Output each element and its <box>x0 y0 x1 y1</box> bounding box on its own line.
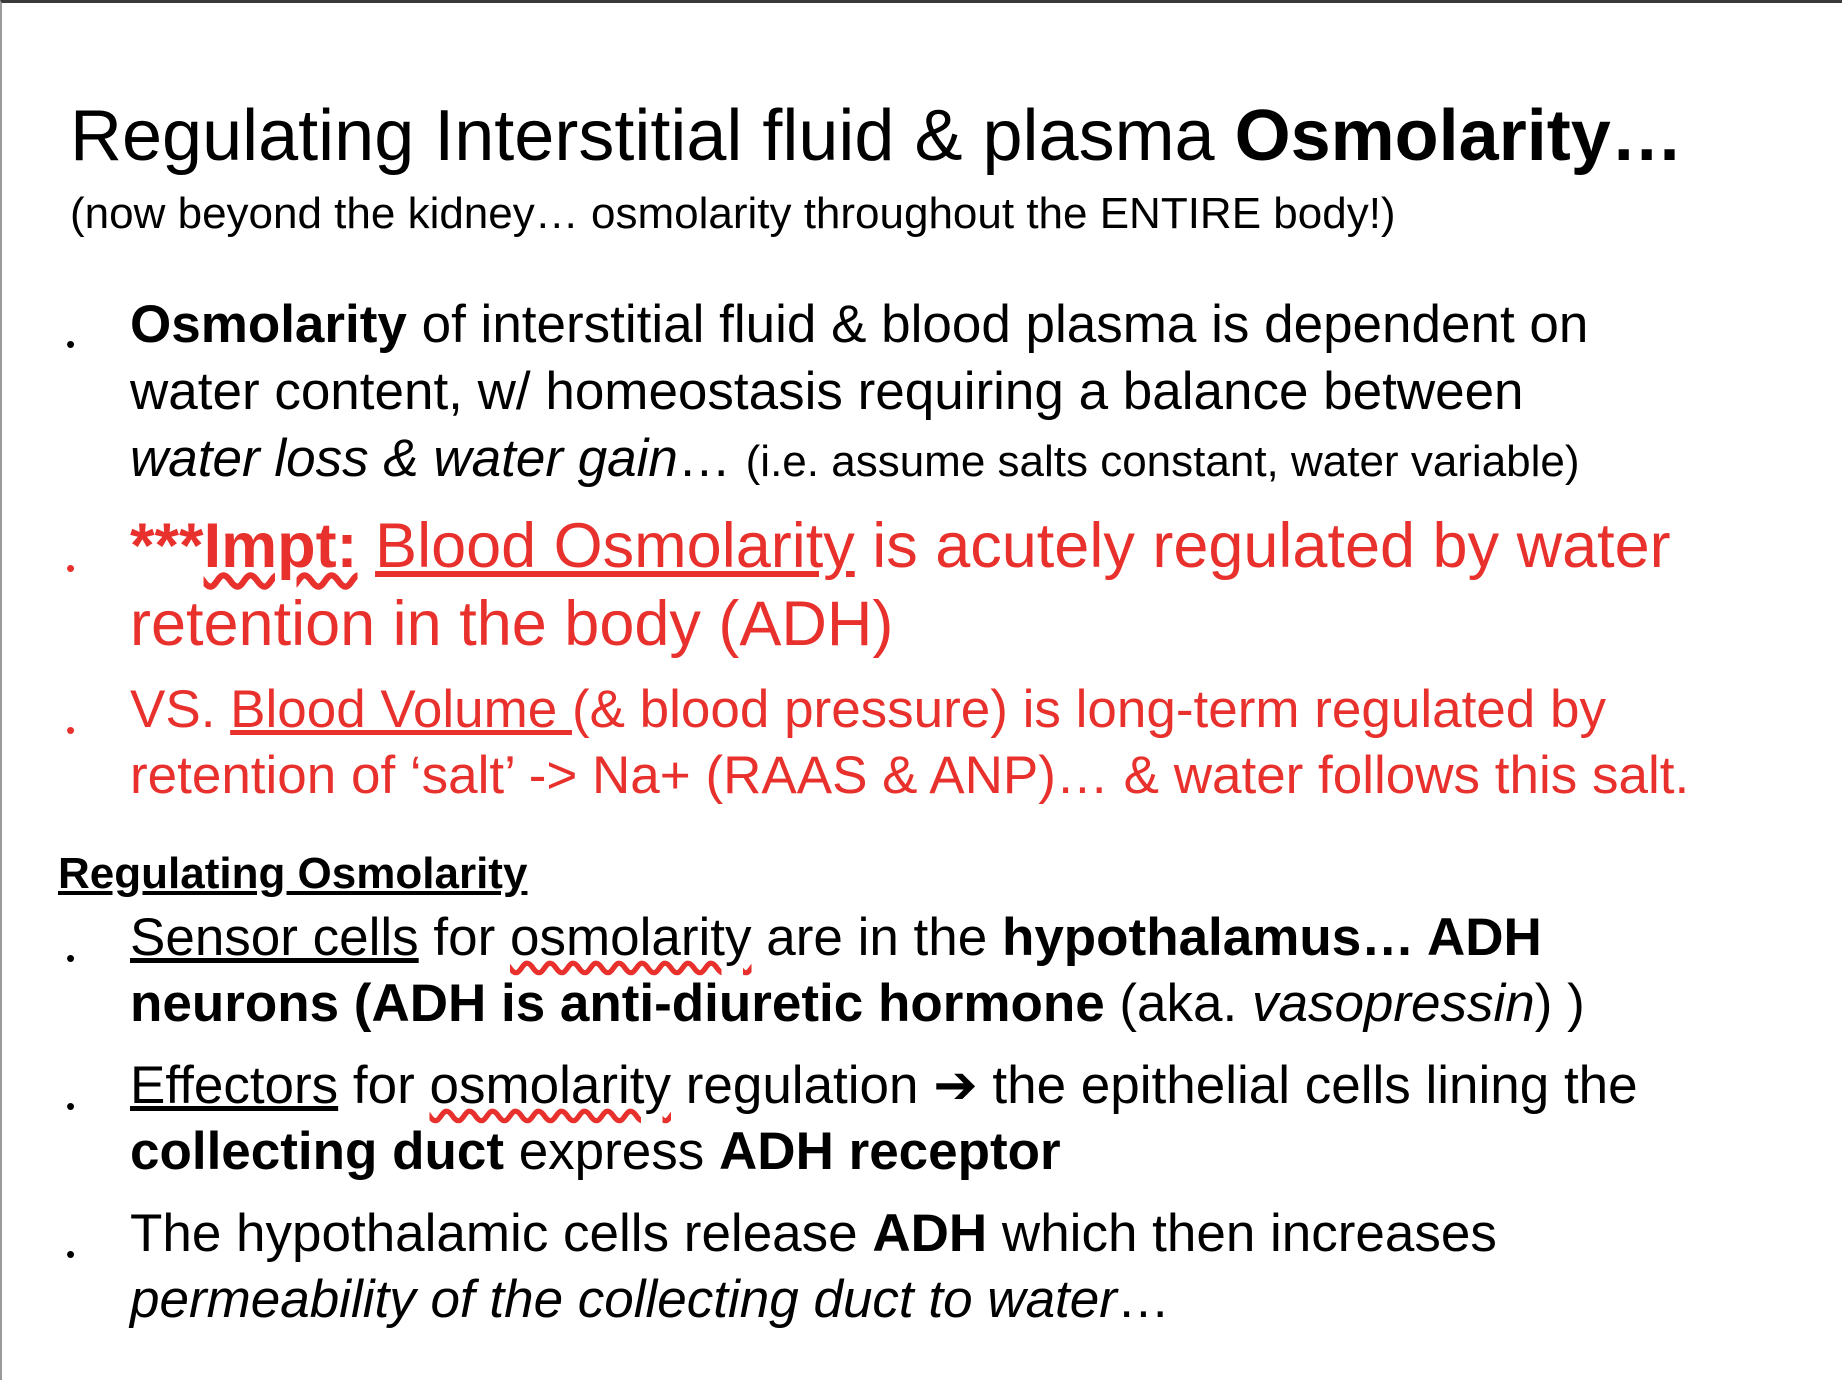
title-bold-text: Osmolarity… <box>1234 96 1683 176</box>
italic-phrase: water loss & water gain <box>130 429 678 488</box>
bullet-line <box>130 1053 1638 1119</box>
bullet-text <box>130 1201 1497 1333</box>
spellcheck-word: osmolarity <box>429 1056 671 1115</box>
text-span: … <box>1116 1270 1170 1329</box>
bullet-dot: • <box>66 1091 76 1121</box>
note-text: (i.e. assume salts constant, water variable) <box>745 437 1580 486</box>
section-heading: Regulating Osmolarity <box>58 849 528 898</box>
bullet-line <box>130 971 1585 1037</box>
bullet-line <box>130 1201 1497 1267</box>
text-span: express <box>503 1122 720 1181</box>
underlined-term: Blood Osmolarity <box>375 511 855 581</box>
bullet-text <box>130 1053 1638 1185</box>
bold-term: ADH receptor <box>719 1122 1061 1181</box>
bullet-line: retention in the body (ADH) <box>130 589 894 659</box>
text-span: (aka. <box>1104 974 1252 1033</box>
underlined-term: Blood Volume <box>230 680 572 739</box>
bold-term: collecting duct <box>130 1122 504 1181</box>
underlined-term: Effectors <box>130 1056 339 1115</box>
bullet-line: water content, w/ homeostasis requiring a balance between <box>130 362 1524 421</box>
arrow-right-icon: ➔ <box>933 1056 978 1115</box>
text-span: ) ) <box>1534 974 1585 1033</box>
bullet-dot: • <box>66 943 76 973</box>
text-span: is acutely regulated by water <box>854 511 1671 581</box>
bullet-text <box>130 905 1585 1037</box>
underlined-term: Sensor cells <box>130 908 419 967</box>
text-span: The hypothalamic cells release <box>130 1204 873 1263</box>
text-span: are in the <box>751 908 1002 967</box>
stars-text: *** <box>130 511 204 581</box>
bold-term: ADH <box>872 1204 988 1263</box>
bullet-line <box>130 507 1671 585</box>
italic-phrase: permeability of the collecting duct to water <box>130 1270 1117 1329</box>
bullet-text <box>130 507 1671 663</box>
text-span: for <box>418 908 510 967</box>
title-text: Regulating Interstitial fluid & plasma <box>70 96 1235 176</box>
bullet-text <box>130 291 1588 495</box>
bold-term: hypothalamus… ADH <box>1001 908 1542 967</box>
text-span: which then increases <box>987 1204 1497 1263</box>
bullet-dot: • <box>66 1239 76 1269</box>
bullet-dot: • <box>66 715 76 745</box>
text-span <box>358 511 376 581</box>
text-span: (& blood pressure) is long-term regulated by <box>571 680 1606 739</box>
text-span: VS. <box>130 680 231 739</box>
slide-title <box>70 95 1683 177</box>
bullet-dot: • <box>66 553 76 583</box>
bullet-line: retention of ‘salt’ -> Na+ (RAAS & ANP)… & water follows this salt. <box>130 746 1690 805</box>
bullet-line <box>130 677 1689 743</box>
bullet-text <box>130 677 1689 809</box>
slide-subtitle: (now beyond the kidney… osmolarity throughout the ENTIRE body!) <box>70 189 1396 238</box>
bold-term: neurons (ADH is anti-diuretic hormone <box>130 974 1105 1033</box>
bullet-line <box>130 905 1585 971</box>
text-span: regulation <box>671 1056 934 1115</box>
text-span: the epithelial cells lining the <box>977 1056 1638 1115</box>
bold-term: Osmolarity <box>130 295 407 354</box>
bullet-line <box>130 425 1588 495</box>
text-span: … <box>677 429 746 488</box>
impt-label: Impt: <box>203 511 358 581</box>
italic-phrase: vasopressin <box>1251 974 1535 1033</box>
text-span: of interstitial fluid & blood plasma is dependent on <box>406 295 1589 354</box>
bullet-line <box>130 1119 1638 1185</box>
text-span: for <box>338 1056 430 1115</box>
bullet-line <box>130 291 1588 358</box>
spellcheck-word: osmolarity <box>510 908 752 967</box>
bullet-line <box>130 1267 1497 1333</box>
bullet-dot: • <box>66 329 76 359</box>
